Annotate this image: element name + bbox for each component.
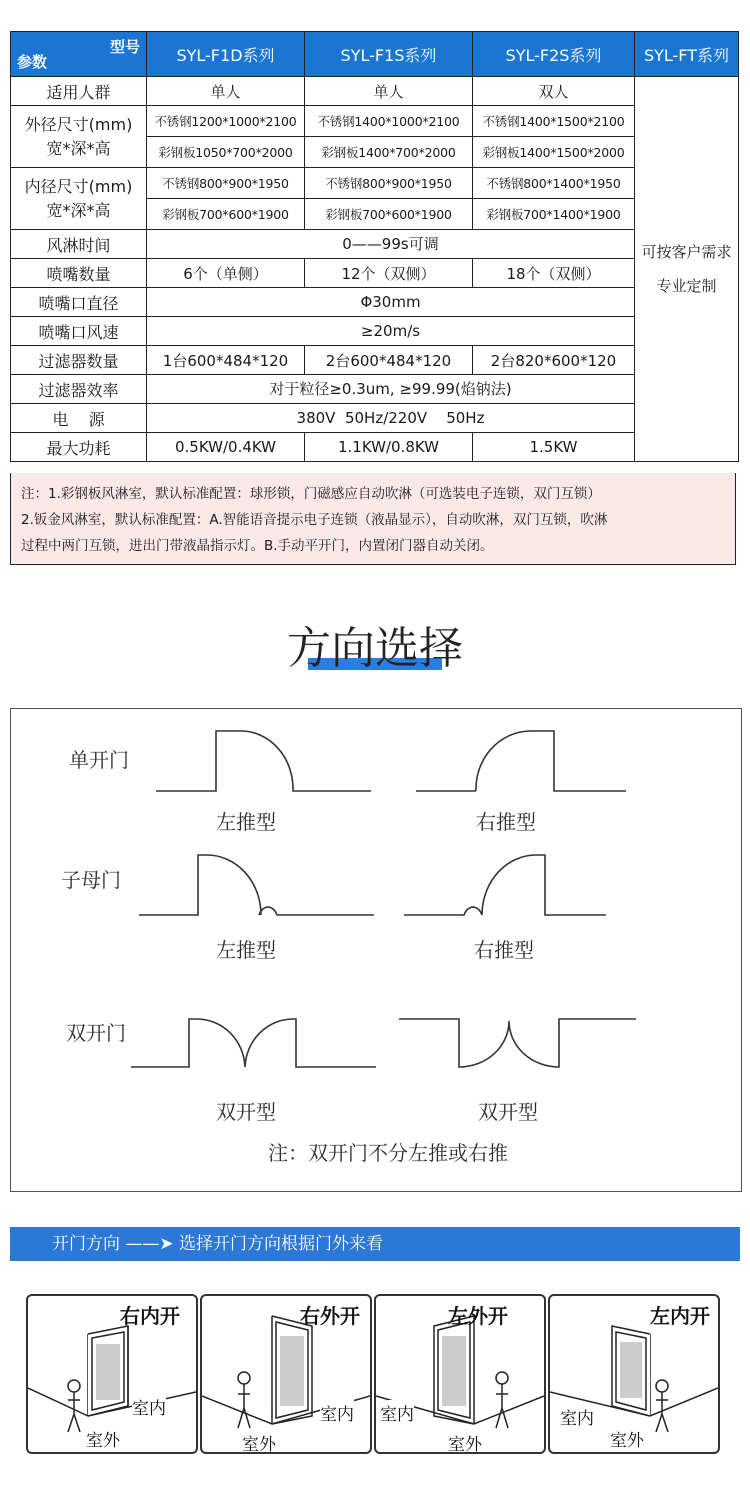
row-label: 最大功耗 xyxy=(11,433,147,462)
type-label: 左推型 xyxy=(216,810,276,834)
double-door-left-drawing xyxy=(131,1019,376,1067)
section-title: 方向选择 xyxy=(287,623,463,674)
mother-child-right-drawing xyxy=(404,855,606,915)
row-label-mother-child: 子母门 xyxy=(61,868,121,892)
card-title: 左外开 xyxy=(448,1304,508,1328)
outside-label: 室外 xyxy=(242,1430,276,1454)
double-door-right-drawing xyxy=(399,1019,636,1067)
inside-label: 室内 xyxy=(320,1400,354,1425)
card-title: 右外开 xyxy=(300,1304,360,1328)
table-cell: 不锈钢800*900*1950 xyxy=(305,168,473,199)
table-cell: 1.1KW/0.8KW xyxy=(305,433,473,462)
table-cell: 1.5KW xyxy=(473,433,635,462)
row-label xyxy=(11,168,147,230)
outside-label: 室外 xyxy=(86,1426,120,1451)
door-card-right-inward xyxy=(26,1294,198,1454)
row-label: 喷嘴数量 xyxy=(11,259,147,288)
outside-label: 室外 xyxy=(448,1430,482,1454)
table-cell: 0.5KW/0.4KW xyxy=(147,433,305,462)
single-door-left-drawing xyxy=(156,731,371,791)
type-label: 双开型 xyxy=(478,1100,538,1124)
custom-order-text: 可按客户需求专业定制 xyxy=(641,243,732,295)
row-label-single: 单开门 xyxy=(69,748,129,772)
table-cell: 双人 xyxy=(473,77,635,106)
table-cell: 380V 50Hz/220V 50Hz xyxy=(147,404,635,433)
type-label: 右推型 xyxy=(474,938,534,962)
corner-cell xyxy=(11,32,147,77)
corner-model-label: 型号 xyxy=(109,38,140,56)
row-label-line: 宽*深*高 xyxy=(46,200,111,220)
model-header: SYL-F1D系列 xyxy=(147,32,305,77)
double-door-note: 注：双开门不分左推或右推 xyxy=(268,1141,508,1165)
single-door-right-drawing xyxy=(416,731,626,791)
row-label-double: 双开门 xyxy=(66,1021,126,1045)
table-row xyxy=(11,106,739,137)
row-label: 电 源 xyxy=(11,404,147,433)
door-card-left-outward xyxy=(374,1294,546,1454)
table-cell: 单人 xyxy=(147,77,305,106)
table-cell: ≥20m/s xyxy=(147,317,635,346)
table-cell: 彩钢板1050*700*2000 xyxy=(147,137,305,168)
table-cell: 2台600*484*120 xyxy=(305,346,473,375)
table-row xyxy=(11,433,739,462)
row-label: 过滤器数量 xyxy=(11,346,147,375)
table-cell: Φ30mm xyxy=(147,288,635,317)
row-label xyxy=(11,106,147,168)
door-card-right-outward xyxy=(200,1294,372,1454)
table-cell: 单人 xyxy=(305,77,473,106)
table-header-row xyxy=(11,32,739,77)
table-cell: 0——99s可调 xyxy=(147,230,635,259)
note-line: 过程中两门互锁，进出门带液晶指示灯。B.手动平开门，内置闭门器自动关闭。 xyxy=(21,538,494,554)
table-cell: 对于粒径≥0.3um, ≥99.99(焰钠法) xyxy=(147,375,635,404)
model-header: SYL-F2S系列 xyxy=(473,32,635,77)
table-row xyxy=(11,375,739,404)
spec-table xyxy=(10,31,739,462)
notes-box xyxy=(10,473,736,565)
inside-label: 室内 xyxy=(560,1404,594,1429)
table-row xyxy=(11,404,739,433)
table-cell: 18个（双侧） xyxy=(473,259,635,288)
table-cell: 12个（双侧） xyxy=(305,259,473,288)
table-row xyxy=(11,317,739,346)
table-row xyxy=(11,259,739,288)
row-label: 风淋时间 xyxy=(11,230,147,259)
type-label: 双开型 xyxy=(216,1100,276,1124)
mother-child-left-drawing xyxy=(139,855,374,915)
table-cell: 1台600*484*120 xyxy=(147,346,305,375)
table-cell: 不锈钢1200*1000*2100 xyxy=(147,106,305,137)
inside-label: 室内 xyxy=(380,1400,414,1425)
model-header: SYL-F1S系列 xyxy=(305,32,473,77)
row-label-line: 内径尺寸(mm) xyxy=(24,176,133,196)
table-row xyxy=(11,168,739,199)
table-row xyxy=(11,346,739,375)
table-row xyxy=(11,77,739,106)
table-cell: 不锈钢1400*1000*2100 xyxy=(305,106,473,137)
opening-direction-bar: 开门方向 ——➤ 选择开门方向根据门外来看 xyxy=(10,1227,740,1261)
inside-label: 室内 xyxy=(132,1394,166,1419)
corner-param-label: 参数 xyxy=(17,53,48,71)
table-cell: 彩钢板700*600*1900 xyxy=(305,199,473,230)
note-line: 注：1.彩钢板风淋室，默认标准配置：球形锁，门磁感应自动吹淋（可选装电子连锁，双门互锁） xyxy=(21,486,601,502)
table-cell: 彩钢板1400*700*2000 xyxy=(305,137,473,168)
table-row xyxy=(11,288,739,317)
door-card-left-inward xyxy=(548,1294,720,1454)
direction-diagram-panel xyxy=(10,708,742,1192)
type-label: 左推型 xyxy=(216,938,276,962)
card-title: 右内开 xyxy=(120,1304,180,1328)
table-cell: 彩钢板700*600*1900 xyxy=(147,199,305,230)
table-cell: 不锈钢800*900*1950 xyxy=(147,168,305,199)
type-label: 右推型 xyxy=(476,810,536,834)
table-cell: 不锈钢1400*1500*2100 xyxy=(473,106,635,137)
row-label-line: 外径尺寸(mm) xyxy=(24,114,133,134)
custom-order-cell xyxy=(635,77,739,462)
table-cell: 彩钢板700*1400*1900 xyxy=(473,199,635,230)
model-header: SYL-FT系列 xyxy=(635,32,739,77)
table-cell: 2台820*600*120 xyxy=(473,346,635,375)
card-title: 左内开 xyxy=(650,1304,710,1328)
note-line: 2.钣金风淋室，默认标准配置：A.智能语音提示电子连锁（液晶显示），自动吹淋，双门互锁，吹淋 xyxy=(21,512,608,528)
row-label-line: 宽*深*高 xyxy=(46,138,111,158)
row-label: 过滤器效率 xyxy=(11,375,147,404)
outside-label: 室外 xyxy=(610,1426,644,1451)
row-label: 喷嘴口直径 xyxy=(11,288,147,317)
table-cell: 不锈钢800*1400*1950 xyxy=(473,168,635,199)
table-cell: 彩钢板1400*1500*2000 xyxy=(473,137,635,168)
row-label: 适用人群 xyxy=(11,77,147,106)
row-label: 喷嘴口风速 xyxy=(11,317,147,346)
table-cell: 6个（单侧） xyxy=(147,259,305,288)
door-direction-diagrams xyxy=(11,709,741,1191)
table-row xyxy=(11,230,739,259)
